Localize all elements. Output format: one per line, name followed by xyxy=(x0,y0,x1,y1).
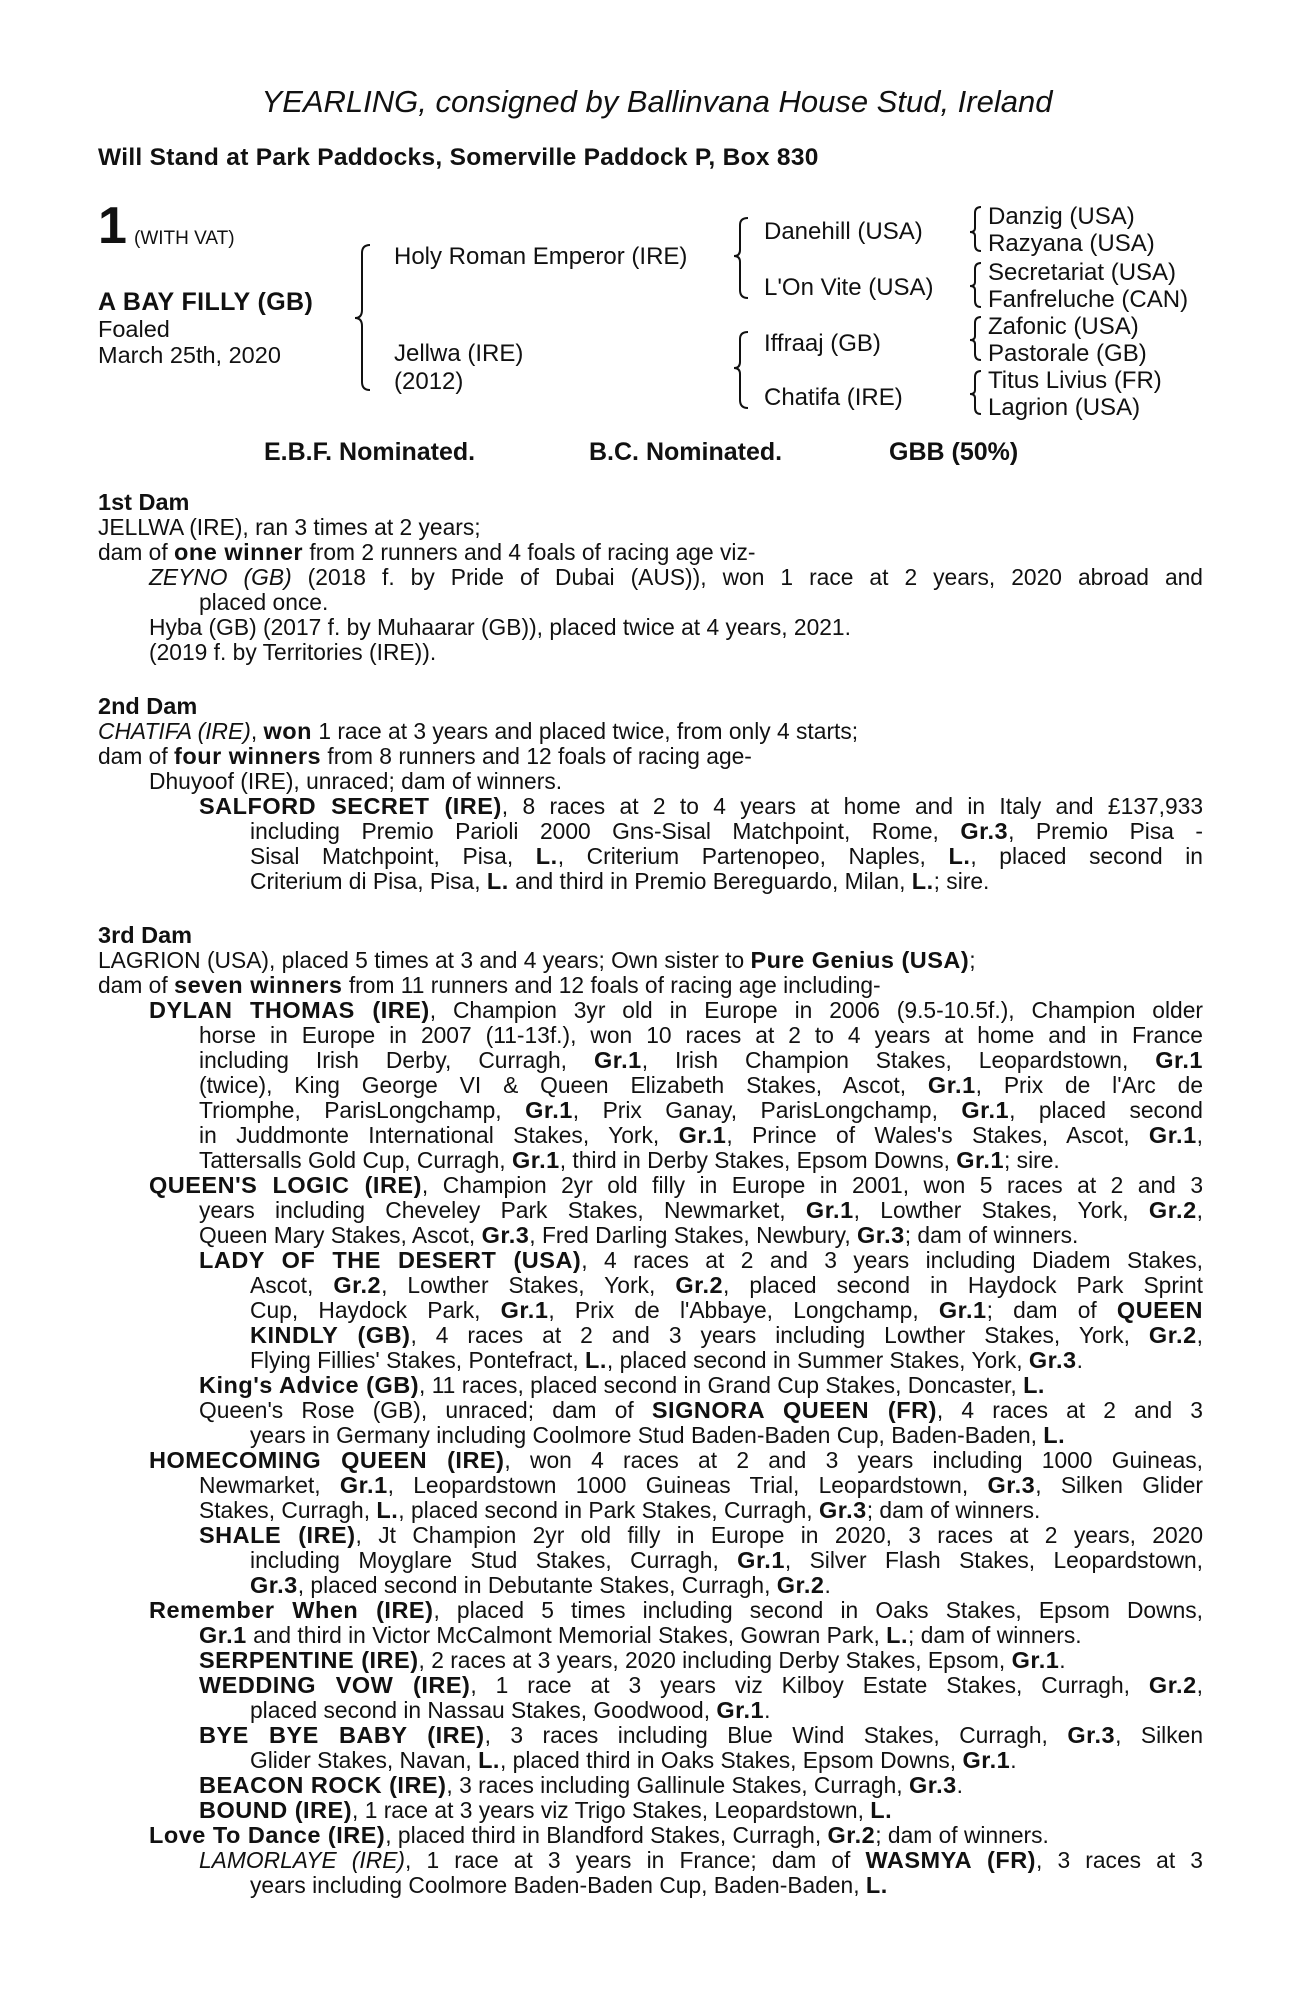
dam3-line: SERPENTINE (IRE), 2 races at 3 years, 2020 including Derby Stakes, Epsom, Gr.1. xyxy=(199,1647,1066,1673)
foaled-label: Foaled xyxy=(98,316,170,342)
dam2-line: CHATIFA (IRE), won 1 race at 3 years and placed twice, from only 4 starts; xyxy=(98,718,859,744)
second-dam-title: 2nd Dam xyxy=(98,693,198,719)
ebf-nomination: E.B.F. Nominated. xyxy=(264,438,476,466)
vat-label: (WITH VAT) xyxy=(134,228,235,249)
dam3-line: horse in Europe in 2007 (11-13f.), won 10 races at 2 to 4 years at home and in France xyxy=(199,1022,1203,1048)
dam-sire: Iffraaj (GB) xyxy=(764,330,881,357)
ped-sds: Secretariat (USA) xyxy=(988,259,1177,286)
dam3-line: Gr.1 and third in Victor McCalmont Memorial Stakes, Gowran Park, L.; dam of winners. xyxy=(199,1622,1082,1648)
dam3-line: (twice), King George VI & Queen Elizabeth Stakes, Ascot, Gr.1, Prix de l'Arc de xyxy=(199,1072,1203,1098)
gbb-label: GBB (50%) xyxy=(889,438,1019,466)
dam-dam: Chatifa (IRE) xyxy=(764,384,903,411)
sire-dam: L'On Vite (USA) xyxy=(764,274,934,301)
dam3-line: HOMECOMING QUEEN (IRE), won 4 races at 2 and 3 years including 1000 Guineas, xyxy=(149,1447,1203,1473)
lot-number: 1 xyxy=(98,197,127,255)
bc-nomination: B.C. Nominated. xyxy=(589,438,783,466)
dam3-line: LAGRION (USA), placed 5 times at 3 and 4 years; Own sister to Pure Genius (USA); xyxy=(98,947,976,973)
dam-year: (2012) xyxy=(394,368,464,395)
dam3-line: BYE BYE BABY (IRE), 3 races including Blue Wind Stakes, Curragh, Gr.3, Silken xyxy=(199,1722,1203,1748)
dam3-line: Newmarket, Gr.1, Leopardstown 1000 Guineas Trial, Leopardstown, Gr.3, Silken Glider xyxy=(199,1472,1204,1498)
dam1-line: Hyba (GB) (2017 f. by Muhaarar (GB)), placed twice at 4 years, 2021. xyxy=(149,614,851,640)
ped-sss: Danzig (USA) xyxy=(988,203,1135,230)
dam3-line: years including Cheveley Park Stakes, Newmarket, Gr.1, Lowther Stakes, York, Gr.2, xyxy=(199,1197,1203,1223)
dam2-line: Sisal Matchpoint, Pisa, L., Criterium Partenopeo, Naples, L., placed second in xyxy=(250,843,1203,869)
dam3-line: including Irish Derby, Curragh, Gr.1, Irish Champion Stakes, Leopardstown, Gr.1 xyxy=(199,1047,1203,1073)
dam3-line: Triomphe, ParisLongchamp, Gr.1, Prix Ganay, ParisLongchamp, Gr.1, placed second xyxy=(199,1097,1203,1123)
dam3-line: KINDLY (GB), 4 races at 2 and 3 years including Lowther Stakes, York, Gr.2, xyxy=(250,1322,1203,1348)
dam2-line: dam of four winners from 8 runners and 12 foals of racing age- xyxy=(98,743,752,769)
ped-sdd: Fanfreluche (CAN) xyxy=(988,286,1189,313)
dam2-line: including Premio Parioli 2000 Gns-Sisal Matchpoint, Rome, Gr.3, Premio Pisa - xyxy=(250,818,1203,844)
ped-dss: Zafonic (USA) xyxy=(988,313,1139,340)
dam3-line: Remember When (IRE), placed 5 times including second in Oaks Stakes, Epsom Downs, xyxy=(149,1597,1203,1623)
dam3-line: in Juddmonte International Stakes, York, Gr.1, Prince of Wales's Stakes, Ascot, Gr.1, xyxy=(199,1122,1203,1148)
dam2-line: SALFORD SECRET (IRE), 8 races at 2 to 4 years at home and in Italy and £137,933 xyxy=(199,793,1204,819)
dam1-line: ZEYNO (GB) (2018 f. by Pride of Dubai (AUS)), won 1 race at 2 years, 2020 abroad and xyxy=(149,564,1203,590)
foaled-date: March 25th, 2020 xyxy=(98,342,281,368)
horse-name: A BAY FILLY (GB) xyxy=(98,288,314,316)
dam1-line: placed once. xyxy=(199,589,329,615)
dam3-line: placed second in Nassau Stakes, Goodwood, Gr.1. xyxy=(250,1697,771,1723)
dam3-line: Queen Mary Stakes, Ascot, Gr.3, Fred Darling Stakes, Newbury, Gr.3; dam of winners. xyxy=(199,1222,1079,1248)
dam3-line: Gr.3, placed second in Debutante Stakes, Curragh, Gr.2. xyxy=(250,1572,831,1598)
dam3-line: years in Germany including Coolmore Stud Baden-Baden Cup, Baden-Baden, L. xyxy=(250,1422,1066,1448)
dam3-line: Tattersalls Gold Cup, Curragh, Gr.1, third in Derby Stakes, Epsom Downs, Gr.1; sire. xyxy=(199,1147,1060,1173)
dam3-line: Cup, Haydock Park, Gr.1, Prix de l'Abbaye, Longchamp, Gr.1; dam of QUEEN xyxy=(250,1297,1203,1323)
dam1-line: JELLWA (IRE), ran 3 times at 2 years; xyxy=(98,514,481,540)
ped-ssd: Razyana (USA) xyxy=(988,230,1155,257)
dam3-line: Glider Stakes, Navan, L., placed third in Oaks Stakes, Epsom Downs, Gr.1. xyxy=(250,1747,1017,1773)
dam3-line: Love To Dance (IRE), placed third in Blandford Stakes, Curragh, Gr.2; dam of winners. xyxy=(149,1822,1049,1848)
third-dam-title: 3rd Dam xyxy=(98,922,193,948)
sire-name: Holy Roman Emperor (IRE) xyxy=(394,243,688,270)
dam3-line: King's Advice (GB), 11 races, placed second in Grand Cup Stakes, Doncaster, L. xyxy=(199,1372,1045,1398)
dam3-line: Queen's Rose (GB), unraced; dam of SIGNORA QUEEN (FR), 4 races at 2 and 3 xyxy=(199,1397,1203,1423)
ped-dsd: Pastorale (GB) xyxy=(988,340,1147,367)
stand-location: Will Stand at Park Paddocks, Somerville Paddock P, Box 830 xyxy=(98,144,819,171)
dam3-line: WEDDING VOW (IRE), 1 race at 3 years viz Kilboy Estate Stakes, Curragh, Gr.2, xyxy=(199,1672,1203,1698)
dam3-line: LAMORLAYE (IRE), 1 race at 3 years in France; dam of WASMYA (FR), 3 races at 3 xyxy=(199,1847,1203,1873)
dam3-line: including Moyglare Stud Stakes, Curragh, Gr.1, Silver Flash Stakes, Leopardstown, xyxy=(250,1547,1204,1573)
dam3-line: Flying Fillies' Stakes, Pontefract, L., placed second in Summer Stakes, York, Gr.3. xyxy=(250,1347,1083,1373)
dam2-line: Dhuyoof (IRE), unraced; dam of winners. xyxy=(149,768,563,794)
dam3-line: QUEEN'S LOGIC (IRE), Champion 2yr old filly in Europe in 2001, won 5 races at 2 and 3 xyxy=(149,1172,1203,1198)
dam2-line: Criterium di Pisa, Pisa, L. and third in Premio Bereguardo, Milan, L.; sire. xyxy=(250,868,990,894)
dam3-line: BOUND (IRE), 1 race at 3 years viz Trigo Stakes, Leopardstown, L. xyxy=(199,1797,893,1823)
dam3-line: years including Coolmore Baden-Baden Cup, Baden-Baden, L. xyxy=(250,1872,888,1898)
dam1-line: dam of one winner from 2 runners and 4 foals of racing age viz- xyxy=(98,539,756,565)
ped-ddd: Lagrion (USA) xyxy=(988,394,1141,421)
dam3-line: LADY OF THE DESERT (USA), 4 races at 2 and 3 years including Diadem Stakes, xyxy=(199,1247,1204,1273)
dam-name: Jellwa (IRE) xyxy=(394,340,524,367)
dam3-line: BEACON ROCK (IRE), 3 races including Gallinule Stakes, Curragh, Gr.3. xyxy=(199,1772,964,1798)
dam3-line: SHALE (IRE), Jt Champion 2yr old filly in Europe in 2020, 3 races at 2 years, 2020 xyxy=(199,1522,1204,1548)
dam3-line: DYLAN THOMAS (IRE), Champion 3yr old in Europe in 2006 (9.5-10.5f.), Champion older xyxy=(149,997,1204,1023)
dam3-line: dam of seven winners from 11 runners and 12 foals of racing age including- xyxy=(98,972,881,998)
dam1-line: (2019 f. by Territories (IRE)). xyxy=(149,639,437,665)
first-dam-title: 1st Dam xyxy=(98,489,190,515)
ped-dds: Titus Livius (FR) xyxy=(988,367,1162,394)
dam3-line: Stakes, Curragh, L., placed second in Park Stakes, Curragh, Gr.3; dam of winners. xyxy=(199,1497,1041,1523)
sire-sire: Danehill (USA) xyxy=(764,218,923,245)
dam3-line: Ascot, Gr.2, Lowther Stakes, York, Gr.2, placed second in Haydock Park Sprint xyxy=(250,1272,1203,1298)
consignor-title: YEARLING, consigned by Ballinvana House Stud, Ireland xyxy=(261,84,1053,119)
